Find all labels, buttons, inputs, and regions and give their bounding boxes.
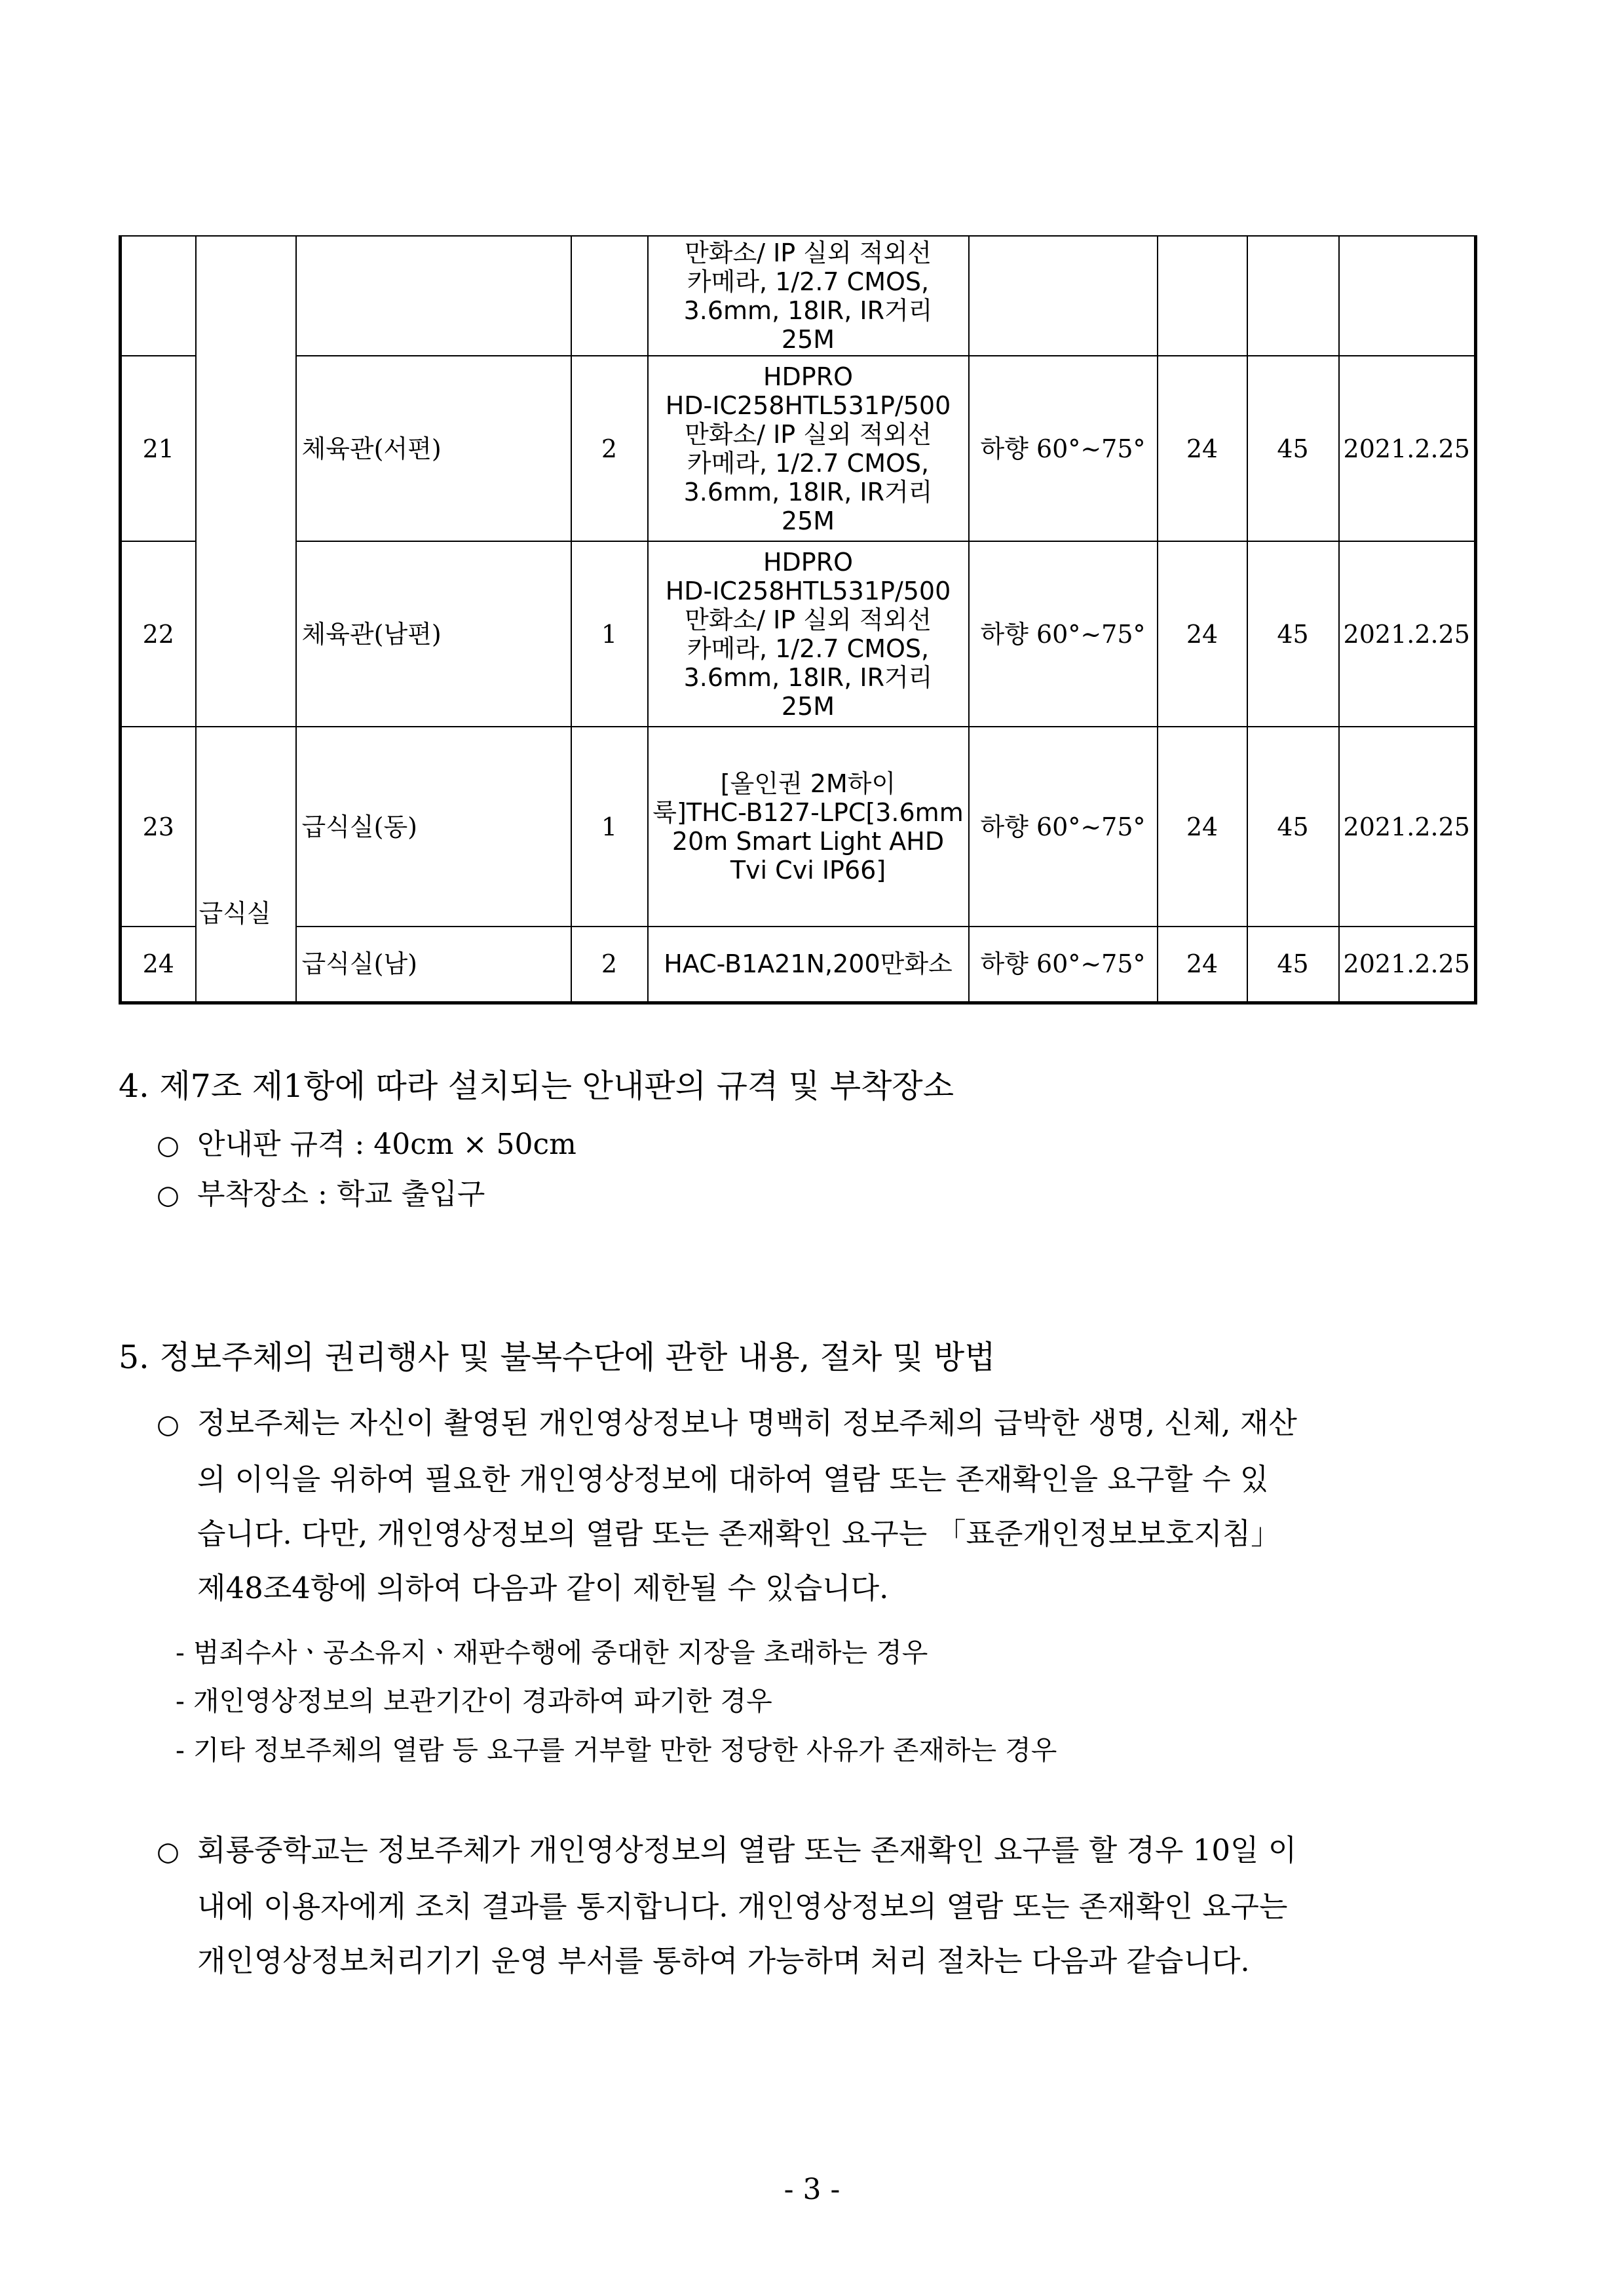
section-4-item [157,1176,485,1214]
cell-date: 2021.2.25 [1339,727,1476,927]
section-5-paragraph-1 [157,1396,1526,1615]
model-line: 만화소/ IP 실외 적외선 [685,605,932,634]
model-line: 25M [781,506,835,535]
para-line: 습니다. 다만, 개인영상정보의 열람 또는 존재확인 요구는 「표준개인정보보호지침」 [197,1516,1281,1551]
model-line: HD-IC258HTL531P/500 [665,391,951,420]
cell-v1 [1158,236,1247,356]
cell-v1: 24 [1158,927,1247,1003]
cell-model: HAC-B1A21N,200만화소 [648,927,969,1003]
cell-location: 체육관(남편) [296,541,571,727]
model-line: 만화소/ IP 실외 적외선 [685,238,932,267]
circle-bullet-icon: ○ [157,1180,179,1210]
para-line: 내에 이용자에게 조치 결과를 통지합니다. 개인영상정보의 열람 또는 존재확인 요구는 [197,1889,1288,1924]
model-line: 3.6mm, 18IR, IR거리 [683,296,933,325]
item-text: 안내판 규격 : 40cm × 50cm [197,1128,576,1161]
model-line: [올인권 2M하이 [720,769,896,798]
cell-count: 2 [571,356,648,541]
cell-v2: 45 [1247,727,1339,927]
para-line: 회룡중학교는 정보주체가 개인영상정보의 열람 또는 존재확인 요구를 할 경우 10일 이 [197,1833,1297,1867]
cell-count: 1 [571,727,648,927]
para-line: 정보주체는 자신이 촬영된 개인영상정보나 명백히 정보주체의 급박한 생명, 신체, 재산 [197,1406,1297,1440]
cell-category [196,236,296,727]
model-line: Tvi Cvi IP66] [730,855,886,885]
cell-location: 체육관(서편) [296,356,571,541]
model-line: HD-IC258HTL531P/500 [665,576,951,605]
cell-no [121,236,196,356]
cctv-table-wrapper [119,235,1474,1004]
section-4-item [157,1126,576,1164]
cell-angle: 하향 60°~75° [969,541,1158,727]
cell-location: 급식실(남) [296,927,571,1003]
table-row [121,727,1476,927]
page-number: - 3 - [784,2173,840,2206]
cell-v2 [1247,236,1339,356]
model-line: 3.6mm, 18IR, IR거리 [683,477,933,507]
dash-item: - 범죄수사ㆍ공소유지ㆍ재판수행에 중대한 지장을 초래하는 경우 [176,1637,928,1668]
cell-count [571,236,648,356]
dash-item: - 개인영상정보의 보관기간이 경과하여 파기한 경우 [176,1685,772,1717]
cell-count: 2 [571,927,648,1003]
model-line: 카메라, 1/2.7 CMOS, [687,448,930,478]
cell-date: 2021.2.25 [1339,927,1476,1003]
cell-v1: 24 [1158,541,1247,727]
table-row [121,356,1476,541]
cell-angle: 하향 60°~75° [969,356,1158,541]
cell-location [296,236,571,356]
model-line: 룩]THC-B127-LPC[3.6mm [652,797,964,827]
circle-bullet-icon: ○ [157,1130,179,1160]
item-text: 부착장소 : 학교 출입구 [197,1177,485,1211]
cell-count: 1 [571,541,648,727]
table-row [121,236,1476,356]
cell-no: 23 [121,727,196,927]
circle-bullet-icon: ○ [157,1837,179,1867]
cell-date: 2021.2.25 [1339,541,1476,727]
model-line: 만화소/ IP 실외 적외선 [685,419,932,449]
cell-date: 2021.2.25 [1339,356,1476,541]
cctv-table [119,235,1477,1004]
model-line: 3.6mm, 18IR, IR거리 [683,662,933,692]
model-line: HDPRO [763,362,854,391]
cell-category: 급식실 [196,727,296,1003]
cell-no: 22 [121,541,196,727]
section-5-heading: 5. 정보주체의 권리행사 및 불복수단에 관한 내용, 절차 및 방법 [119,1339,996,1376]
cell-location: 급식실(동) [296,727,571,927]
cell-model [648,727,969,927]
cell-v2: 45 [1247,356,1339,541]
model-line: 카메라, 1/2.7 CMOS, [687,267,930,296]
cell-angle [969,236,1158,356]
section-5-paragraph-2 [157,1823,1526,1988]
cell-no: 21 [121,356,196,541]
section-4-heading: 4. 제7조 제1항에 따라 설치되는 안내판의 규격 및 부착장소 [119,1067,954,1105]
para-line: 의 이익을 위하여 필요한 개인영상정보에 대하여 열람 또는 존재확인을 요구할 수 있 [197,1462,1269,1497]
circle-bullet-icon: ○ [157,1409,179,1440]
cell-angle: 하향 60°~75° [969,927,1158,1003]
cell-v1: 24 [1158,727,1247,927]
cell-date [1339,236,1476,356]
cell-model [648,356,969,541]
cell-angle: 하향 60°~75° [969,727,1158,927]
cell-v2: 45 [1247,927,1339,1003]
table-row [121,927,1476,1003]
cell-v2: 45 [1247,541,1339,727]
para-line: 개인영상정보처리기기 운영 부서를 통하여 가능하며 처리 절차는 다음과 같습니다. [197,1943,1250,1978]
model-line: 20m Smart Light AHD [671,826,945,856]
table-row [121,541,1476,727]
dash-item: - 기타 정보주체의 열람 등 요구를 거부할 만한 정당한 사유가 존재하는 경우 [176,1734,1057,1766]
model-line: 25M [781,691,835,721]
cell-no: 24 [121,927,196,1003]
cell-model [648,236,969,356]
model-line: 카메라, 1/2.7 CMOS, [687,634,930,663]
cell-v1: 24 [1158,356,1247,541]
model-line: HDPRO [763,547,854,577]
model-line: 25M [781,324,835,354]
para-line: 제48조4항에 의하여 다음과 같이 제한될 수 있습니다. [197,1571,889,1605]
cell-model [648,541,969,727]
